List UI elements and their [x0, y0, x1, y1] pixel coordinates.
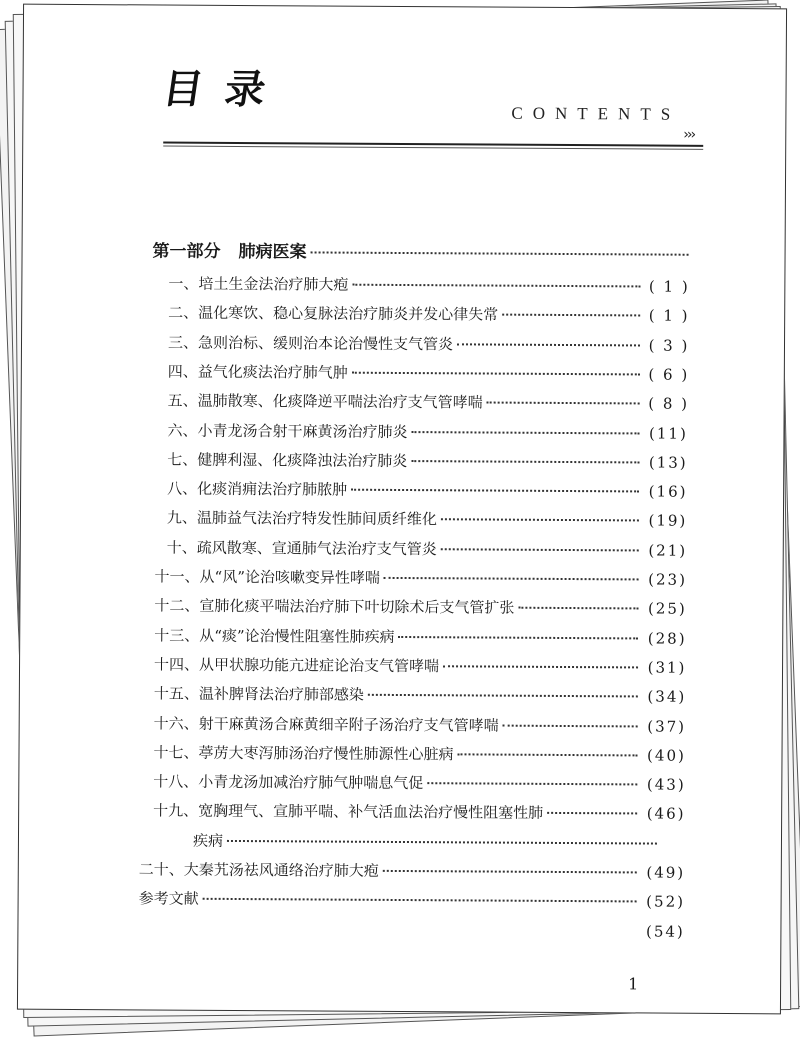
toc-entry[interactable] [154, 625, 692, 648]
toc-entry-page: (34) [647, 687, 687, 706]
toc-entry[interactable] [153, 742, 691, 765]
toc-entry-page: ( 8 ) [648, 394, 690, 413]
toc-entry-label: 参考文献 [138, 889, 199, 908]
section-name: 肺病医案 [238, 241, 307, 263]
toc-entry-label: 一、培土生金法治疗肺大疱 [168, 274, 349, 294]
toc-entry-label: 三、急则治标、缓则治本论治慢性支气管炎 [167, 333, 454, 354]
leader-dots [487, 402, 640, 405]
leader-dots [352, 372, 640, 376]
toc-entry-page: ( 1 ) [648, 306, 690, 325]
toc-entry-page: (25) [647, 599, 687, 618]
leader-dots [352, 284, 640, 288]
leader-dots [399, 636, 639, 639]
section-part: 第一部分 [152, 241, 221, 262]
toc-entry-label: 十三、从“痰”论治慢性阻塞性肺疾病 [154, 626, 395, 646]
toc-entry-label: 十六、射干麻黄汤合麻黄细辛附子汤治疗支气管哮喘 [153, 714, 499, 735]
toc-entry-page: (16) [648, 482, 688, 501]
toc-entry-page: (46) [646, 804, 686, 823]
toc-entry-page: ( 3 ) [648, 336, 690, 355]
toc-entry[interactable] [167, 479, 693, 502]
leader-dots [443, 665, 638, 668]
toc-entry-page: (40) [647, 746, 686, 765]
page-title: 目录 [159, 66, 291, 114]
toc-entry-page: (21) [648, 541, 688, 560]
toc-entry-label: 十、疏风散寒、宣通肺气法治疗支气管炎 [166, 538, 437, 559]
toc-entry[interactable] [154, 595, 692, 618]
toc-entry-label: 二十、大秦艽汤祛风通络治疗肺大疱 [138, 860, 379, 880]
toc-entry[interactable] [153, 800, 691, 823]
toc-entry-page: (52) [646, 892, 686, 911]
toc-entry-label: 五、温肺散寒、化痰降逆平喘法治疗支气管哮喘 [167, 391, 483, 412]
toc-entry[interactable] [154, 713, 692, 736]
leader-dots [518, 607, 638, 610]
toc-entry[interactable] [154, 683, 692, 706]
toc-entry-label: 二、温化寒饮、稳心复脉法治疗肺炎并发心律失常 [168, 303, 499, 324]
leader-dots [427, 782, 637, 785]
toc-entry-page: ( 1 ) [648, 277, 690, 296]
leader-dots [227, 840, 657, 845]
leader-dots [383, 870, 637, 874]
leader-dots [351, 489, 639, 493]
toc-entry-label: 七、健脾利湿、化痰降浊法治疗肺炎 [167, 450, 408, 471]
page-subtitle: CONTENTS [511, 103, 681, 124]
leader-dots [502, 314, 640, 317]
toc-entry[interactable] [139, 888, 691, 911]
toc-entry-page: ( 6 ) [648, 365, 690, 384]
toc-entry-page: (19) [648, 511, 688, 530]
leader-dots [368, 694, 638, 698]
leader-dots [547, 812, 637, 815]
toc-entry[interactable] [168, 333, 694, 356]
toc-entry-label: 九、温肺益气法治疗特发性肺间质纤维化 [166, 508, 438, 529]
toc-entry[interactable] [154, 654, 692, 677]
toc-entry[interactable] [139, 859, 691, 882]
toc-entry[interactable] [167, 450, 693, 473]
leader-dots [384, 577, 639, 581]
leader-dots [411, 460, 639, 463]
toc-entry[interactable] [168, 362, 694, 385]
toc-entry-page: (28) [647, 629, 687, 648]
toc-entry-page: (11) [649, 424, 688, 443]
leader-dots [503, 725, 638, 728]
toc-entry-page: (43) [646, 775, 686, 794]
toc-entry[interactable] [153, 771, 691, 794]
toc-entry-label: 十九、宽胸理气、宣肺平喘、补气活血法治疗慢性阻塞性肺 [153, 801, 544, 822]
toc-entry-label: 十七、葶苈大枣泻肺汤治疗慢性肺源性心脏病 [153, 743, 454, 764]
toc-entry[interactable] [168, 274, 694, 297]
page-number: 1 [628, 974, 639, 994]
toc-entry[interactable] [167, 508, 693, 531]
leader-dots [458, 753, 638, 756]
toc-entry-page: (31) [647, 658, 687, 677]
toc-section-heading[interactable] [153, 241, 693, 264]
leader-dots [203, 898, 637, 903]
toc-entry-label: 十二、宣肺化痰平喘法治疗肺下叶切除术后支气管扩张 [154, 596, 515, 617]
leader-dots [441, 518, 639, 521]
toc-entry[interactable] [168, 303, 694, 326]
toc-entry-page: (23) [648, 570, 688, 589]
toc-entry[interactable] [155, 566, 693, 589]
toc-entry-continuation[interactable] [193, 831, 661, 854]
toc-entry-label: 四、益气化痰法治疗肺气肿 [167, 362, 348, 382]
toc-entry[interactable] [138, 918, 690, 941]
toc-entry-label: 十五、温补脾肾法治疗肺部感染 [153, 684, 364, 704]
leader-dots [457, 343, 640, 346]
toc-entry-page: (13) [648, 453, 688, 472]
leader-dots [441, 548, 639, 551]
toc-entry[interactable] [167, 538, 693, 561]
toc-entry-page: (37) [647, 717, 687, 736]
toc-entry-label: 疾病 [192, 831, 224, 850]
toc-entry-page: (49) [646, 863, 686, 882]
toc-entry-label: 十八、小青龙汤加减治疗肺气肿喘息气促 [153, 772, 424, 793]
toc-entry-label: 八、化痰消痈法治疗肺脓肿 [167, 479, 348, 499]
toc-entry[interactable] [168, 391, 694, 414]
toc-entry-label: 六、小青龙汤合射干麻黄汤治疗肺炎 [167, 421, 408, 442]
chevron-ornament-icon: ››› [683, 126, 695, 143]
toc-page [17, 4, 787, 1015]
leader-dots [311, 251, 689, 255]
toc-entry-page: (54) [645, 922, 685, 941]
leader-dots [411, 431, 639, 434]
toc-entry[interactable] [167, 421, 693, 444]
toc-entry-label: 十四、从甲状腺功能亢进症论治支气管哮喘 [153, 655, 440, 676]
toc-entry-label: 十一、从“风”论治咳嗽变异性哮喘 [154, 567, 380, 587]
